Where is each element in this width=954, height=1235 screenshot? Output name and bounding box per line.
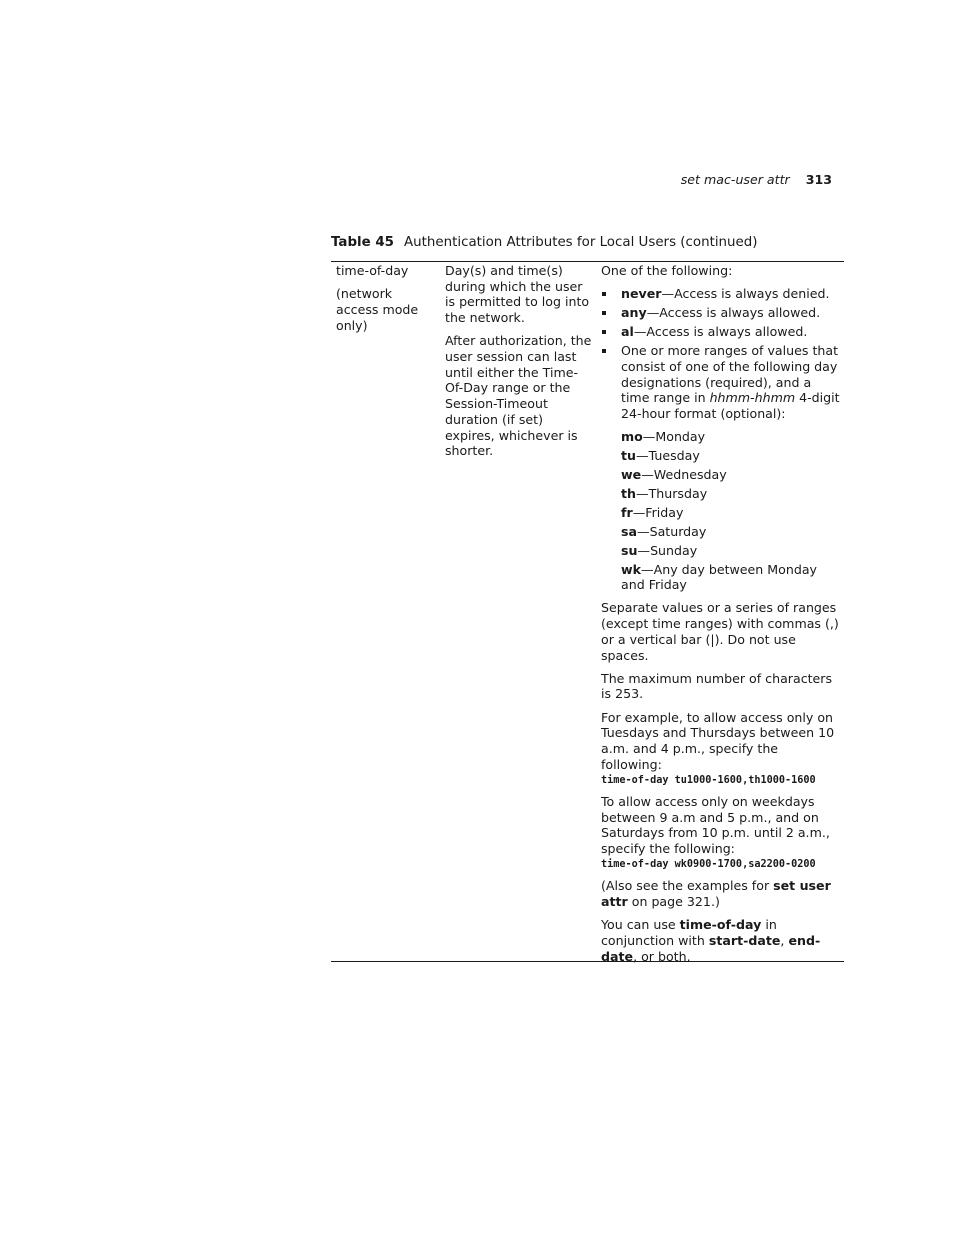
code-example: time-of-day tu1000-1600,th1000-1600 <box>601 774 816 786</box>
day-item <box>621 486 841 502</box>
conj-text: You can use <box>601 917 680 933</box>
separator-note: Separate values or a series of ranges (except time ranges) with commas (,) or a vertical bar (|). Do not use spaces. <box>601 600 839 663</box>
day-name: —Tuesday <box>636 448 700 464</box>
day-code: wk <box>621 561 642 577</box>
day-item <box>621 429 841 445</box>
conjunction-note <box>601 917 841 964</box>
see-also-text: (Also see the examples for <box>601 878 774 894</box>
code-example: time-of-day wk0900-1700,sa2200-0200 <box>601 858 816 870</box>
section-title: set mac-user attr <box>680 172 790 187</box>
day-code: fr <box>621 504 633 520</box>
table-label: Table 45 <box>331 235 394 250</box>
value-term: al <box>621 323 634 339</box>
bullet-item <box>601 286 841 302</box>
day-name: —Monday <box>642 429 706 445</box>
value-term: never <box>621 286 662 302</box>
see-also-note <box>601 878 841 909</box>
day-item <box>621 505 841 521</box>
day-item <box>621 562 841 593</box>
attribute-column <box>336 263 436 341</box>
day-name: —Thursday <box>636 486 708 501</box>
day-code: sa <box>621 523 637 539</box>
see-also-text: on page 321.) <box>627 894 720 910</box>
attribute-name: time-of-day <box>336 263 409 278</box>
value-desc: —Access is always allowed. <box>633 323 808 339</box>
day-item <box>621 448 841 464</box>
day-name: —Saturday <box>637 523 707 539</box>
day-code: we <box>621 467 642 483</box>
day-code: th <box>621 486 636 501</box>
conj-text: , or both. <box>633 948 691 964</box>
conj-text: in conjunction with <box>601 917 777 948</box>
table-caption <box>331 235 757 251</box>
max-length-note: The maximum number of characters is 253. <box>601 670 833 702</box>
attribute-note: (network access mode only) <box>336 286 419 333</box>
day-code: tu <box>621 448 636 464</box>
values-column <box>601 263 841 972</box>
day-item <box>621 467 841 483</box>
attr-ref: start-date <box>708 932 781 948</box>
bullet-item <box>601 324 841 340</box>
range-format: hhmm-hhmm <box>709 390 796 406</box>
day-name: —Sunday <box>637 542 698 558</box>
attr-ref: time-of-day <box>679 917 762 933</box>
table-caption-text: Authentication Attributes for Local Users (continued) <box>404 235 758 250</box>
description-text: After authorization, the user session can last until either the Time-Of-Day range or the Session-Timeout duration (if set) expires, whichever is shorter. <box>445 333 592 459</box>
range-text: One or more ranges of values that consist of one of the following day designations (required), and a time range in <box>621 343 839 406</box>
day-name: —Any day between Monday and Friday <box>621 561 818 593</box>
description-column <box>445 263 593 466</box>
value-desc: —Access is always allowed. <box>646 304 821 320</box>
values-intro: One of the following: <box>601 263 733 278</box>
day-name: —Wednesday <box>641 467 727 483</box>
example-text: To allow access only on weekdays between 9 a.m and 5 p.m., and on Saturdays from 10 p.m. until 2 a.m., specify the following: <box>601 794 830 857</box>
running-header <box>681 172 832 188</box>
range-text: 4-digit 24-hour format (optional): <box>621 390 840 422</box>
bullet-item <box>601 305 841 321</box>
day-code: mo <box>621 429 643 445</box>
day-list <box>601 429 841 593</box>
bullet-item <box>601 343 841 422</box>
value-term: any <box>621 304 647 320</box>
day-item <box>621 543 841 559</box>
conj-text: , <box>780 932 789 948</box>
day-name: —Friday <box>632 504 684 520</box>
command-ref: set user attr <box>601 878 831 910</box>
day-code: su <box>621 542 638 558</box>
attributes-table <box>331 261 844 962</box>
value-desc: —Access is always denied. <box>661 286 830 302</box>
day-item <box>621 524 841 540</box>
example-text: For example, to allow access only on Tuesdays and Thursdays between 10 a.m. and 4 p.m., specify the following: <box>601 709 835 772</box>
attr-ref: end-date <box>601 932 821 964</box>
description-text: Day(s) and time(s) during which the user is permitted to log into the network. <box>445 263 590 326</box>
page-number: 313 <box>805 172 832 187</box>
